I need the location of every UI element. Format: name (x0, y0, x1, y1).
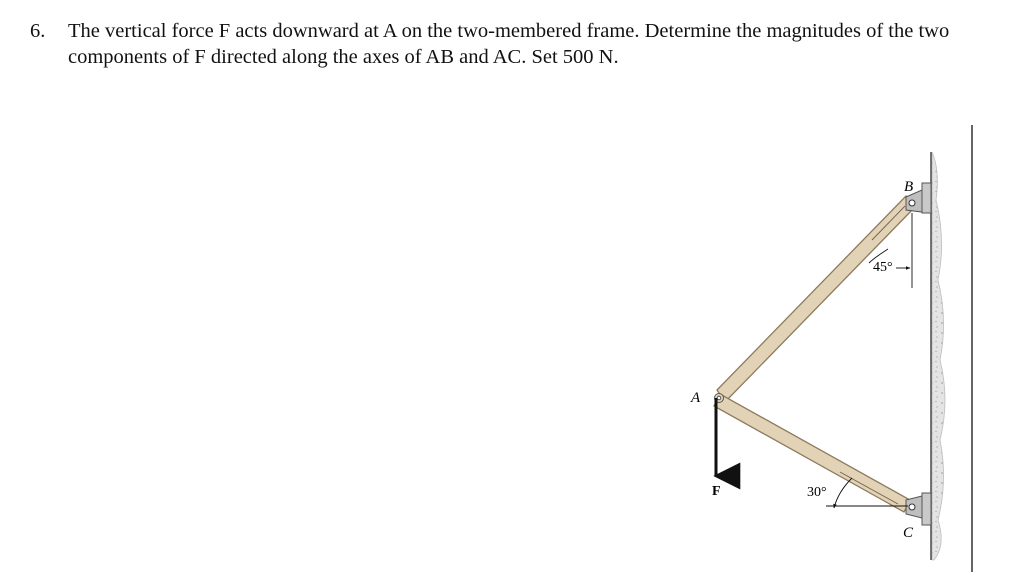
wall (932, 152, 945, 560)
problem-text: The vertical force F acts downward at A on the two-membered frame. Determine the magnitudes of the two components of F directed along the axes of AB and AC. Set 500 N. (68, 20, 950, 68)
label-angle-30: 30° (807, 485, 827, 500)
label-force: F (712, 484, 721, 499)
problem-number: 6. (30, 20, 46, 42)
label-angle-45: 45° (873, 260, 893, 275)
support-c (906, 493, 931, 525)
label-point-b: B (904, 179, 914, 195)
label-point-a: A (691, 390, 701, 406)
label-point-c: C (903, 525, 914, 541)
angle-30-arc (834, 478, 852, 508)
pin-a-hole (717, 396, 721, 400)
